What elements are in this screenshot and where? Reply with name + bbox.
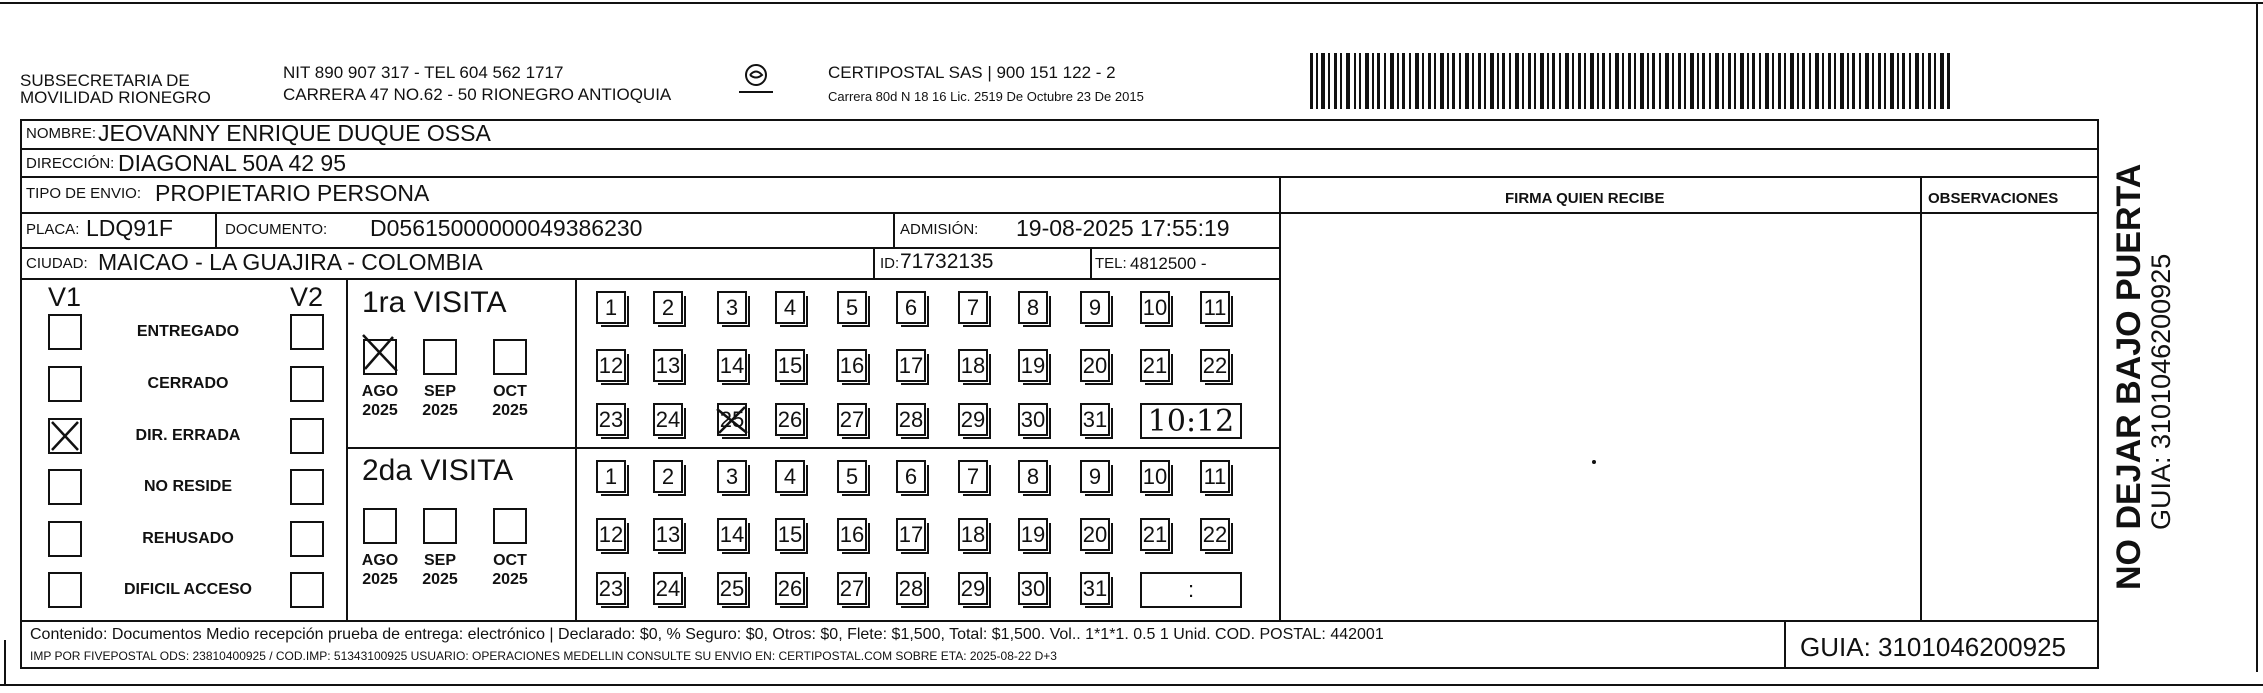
day-number: 19: [1020, 521, 1046, 547]
day-number: 8: [1026, 294, 1040, 320]
v1-checkbox[interactable]: [48, 572, 82, 608]
day-box[interactable]: [958, 349, 988, 382]
day-box[interactable]: [717, 403, 747, 436]
placa-label: PLACA:: [26, 221, 80, 238]
row-line: [20, 176, 2099, 178]
day-box[interactable]: [775, 460, 805, 493]
day-number: 31: [1082, 406, 1108, 432]
day-box[interactable]: [896, 291, 926, 324]
address-line: CARRERA 47 NO.62 - 50 RIONEGRO ANTIOQUIA: [283, 85, 672, 104]
day-box[interactable]: [717, 518, 747, 551]
documento-label: DOCUMENTO:: [225, 221, 328, 238]
day-box[interactable]: [1018, 572, 1048, 605]
guia-box-text: GUIA: 3101046200925: [1800, 632, 2066, 662]
day-number: 7: [966, 294, 980, 320]
year-label: 2025: [362, 402, 398, 419]
day-box[interactable]: [596, 291, 626, 324]
day-box[interactable]: [596, 518, 626, 551]
placa-value: LDQ91F: [86, 215, 173, 241]
day-box[interactable]: [1080, 349, 1110, 382]
v1-checkbox[interactable]: [48, 418, 82, 454]
day-box[interactable]: [1200, 291, 1230, 324]
day-box[interactable]: [837, 518, 867, 551]
col-line: [893, 212, 895, 248]
day-box[interactable]: [653, 518, 683, 551]
col-line: [215, 212, 217, 248]
month-checkbox[interactable]: [423, 339, 457, 375]
col-line: [346, 278, 348, 621]
org-line-1: SUBSECRETARIA DE: [20, 71, 190, 90]
day-number: 30: [1020, 406, 1046, 432]
day-box[interactable]: [958, 291, 988, 324]
row-line: [20, 212, 1281, 214]
day-number: 5: [845, 294, 859, 320]
day-number: 6: [904, 294, 918, 320]
day-box[interactable]: [775, 291, 805, 324]
day-number: 1: [604, 294, 618, 320]
day-box[interactable]: [837, 291, 867, 324]
observaciones-label: OBSERVACIONES: [1928, 190, 2059, 207]
year-label: 2025: [492, 402, 528, 419]
row-line: [20, 620, 2099, 622]
day-number: 10: [1142, 294, 1168, 320]
month-label: OCT: [493, 383, 527, 400]
imp-line: IMP POR FIVEPOSTAL ODS: 23810400925 / COD.IMP: 51343100925 USUARIO: OPERACIONES MEDELLIN CONSULTE SU ENVIO EN: CERTIPOSTAL.COM SOBRE ETA: 2025-08-22 D+3: [30, 649, 1057, 663]
day-number: 15: [777, 352, 803, 378]
day-box[interactable]: [1200, 349, 1230, 382]
day-number: 31: [1082, 575, 1108, 601]
day-box[interactable]: [1018, 518, 1048, 551]
day-number: 17: [898, 352, 924, 378]
day-box[interactable]: [1200, 460, 1230, 493]
nombre-value: JEOVANNY ENRIQUE DUQUE OSSA: [98, 120, 491, 146]
day-box[interactable]: [653, 403, 683, 436]
content-line: Contenido: Documentos Medio recepción prueba de entrega: electrónico | Declarado: $0, % Seguro: $0, Otros: $0, Flete: $1,500, Total: $1,500. Vol.. 1*1*1. 0.5 1 Unid. COD. POSTAL: 442001: [30, 626, 1384, 643]
v2-checkbox[interactable]: [290, 572, 324, 608]
day-number: 24: [655, 406, 681, 432]
day-box[interactable]: [958, 460, 988, 493]
col-line: [1784, 620, 1786, 669]
col-line: [2097, 148, 2099, 622]
day-number: 10: [1142, 463, 1168, 489]
day-number: 4: [783, 463, 797, 489]
year-label: 2025: [492, 571, 528, 588]
day-number: 14: [719, 352, 745, 378]
day-number: 18: [960, 521, 986, 547]
day-box[interactable]: [1140, 291, 1170, 324]
day-number: 23: [598, 575, 624, 601]
v2-checkbox[interactable]: [290, 366, 324, 402]
day-box[interactable]: [653, 291, 683, 324]
day-box[interactable]: [896, 349, 926, 382]
tel-value: 4812500 -: [1130, 254, 1207, 273]
page-top-edge: [0, 2, 2263, 4]
day-number: 2: [661, 294, 675, 320]
day-number: 27: [839, 406, 865, 432]
day-box[interactable]: [958, 518, 988, 551]
day-box[interactable]: [1140, 518, 1170, 551]
first-visit-title: 1ra VISITA: [362, 286, 507, 319]
direccion-label: DIRECCIÓN:: [26, 155, 115, 172]
day-number: 22: [1202, 521, 1228, 547]
day-box[interactable]: [896, 572, 926, 605]
month-label: OCT: [493, 552, 527, 569]
status-label: NO RESIDE: [143, 478, 233, 495]
day-number: 7: [966, 463, 980, 489]
day-box[interactable]: [896, 518, 926, 551]
day-box[interactable]: [596, 460, 626, 493]
month-checkbox[interactable]: [493, 508, 527, 544]
day-box[interactable]: [896, 460, 926, 493]
no-dejar-warning: NO DEJAR BAJO PUERTA: [2110, 163, 2148, 590]
month-label: SEP: [423, 383, 456, 400]
col-line: [1279, 176, 1281, 622]
day-number: 28: [898, 575, 924, 601]
day-number: 11: [1203, 294, 1227, 320]
day-box[interactable]: [1080, 460, 1110, 493]
page-left-edge: [4, 640, 6, 686]
day-number: 21: [1142, 521, 1168, 547]
day-number: 17: [898, 521, 924, 547]
day-number: 29: [960, 406, 986, 432]
day-box[interactable]: [775, 518, 805, 551]
day-number: 26: [777, 575, 803, 601]
day-number: 8: [1026, 463, 1040, 489]
day-box[interactable]: [775, 349, 805, 382]
day-box[interactable]: [896, 403, 926, 436]
ciudad-label: CIUDAD:: [26, 255, 88, 272]
status-label: CERRADO: [147, 375, 229, 392]
v1-checkbox[interactable]: [48, 366, 82, 402]
id-label: ID:: [880, 255, 900, 272]
page-bottom-edge: [0, 684, 2263, 686]
day-box[interactable]: [1080, 572, 1110, 605]
page-right-edge: [2256, 2, 2258, 672]
day-box[interactable]: [1018, 403, 1048, 436]
day-number: 25: [719, 575, 745, 601]
nombre-label: NOMBRE:: [26, 125, 97, 142]
day-box[interactable]: [1140, 349, 1170, 382]
v1-checkbox[interactable]: [48, 469, 82, 505]
day-box[interactable]: [837, 403, 867, 436]
status-label: REHUSADO: [142, 530, 234, 547]
col-line: [1920, 176, 1922, 622]
v1-checkbox[interactable]: [48, 521, 82, 557]
second-visit-title: 2da VISITA: [362, 454, 514, 487]
nit-line: NIT 890 907 317 - TEL 604 562 1717: [283, 63, 564, 82]
day-box[interactable]: [1080, 518, 1110, 551]
day-box[interactable]: [837, 349, 867, 382]
v2-checkbox[interactable]: [290, 521, 324, 557]
v2-checkbox[interactable]: [290, 314, 324, 350]
day-number: 3: [725, 463, 739, 489]
day-box[interactable]: [717, 460, 747, 493]
signature-mark: [1592, 460, 1596, 464]
month-checkbox[interactable]: [423, 508, 457, 544]
month-label: AGO: [361, 552, 399, 569]
col-line: [575, 278, 577, 621]
day-number: 9: [1088, 463, 1102, 489]
month-label: AGO: [361, 383, 399, 400]
year-label: 2025: [422, 402, 458, 419]
license-line: Carrera 80d N 18 16 Lic. 2519 De Octubre 23 De 2015: [828, 89, 1144, 104]
tipo-envio-value: PROPIETARIO PERSONA: [155, 180, 430, 206]
day-number: 13: [655, 352, 681, 378]
day-box[interactable]: [775, 572, 805, 605]
v1-label: V1: [48, 282, 82, 312]
row-line: [346, 447, 1281, 449]
day-box[interactable]: [958, 403, 988, 436]
day-box[interactable]: [837, 572, 867, 605]
v2-checkbox[interactable]: [290, 418, 324, 454]
admision-label: ADMISIÓN:: [900, 221, 979, 238]
status-label: DIR. ERRADA: [135, 427, 241, 444]
day-number: 6: [904, 463, 918, 489]
day-number: 23: [598, 406, 624, 432]
day-box[interactable]: [1200, 518, 1230, 551]
day-number: 20: [1082, 352, 1108, 378]
year-label: 2025: [362, 571, 398, 588]
documento-value: D05615000000049386230: [370, 215, 643, 241]
day-number: 24: [655, 575, 681, 601]
first-visit-time[interactable]: 10:12: [1140, 403, 1242, 439]
status-label: DIFICIL ACCESO: [123, 581, 253, 598]
day-box[interactable]: [717, 572, 747, 605]
day-number: 21: [1142, 352, 1168, 378]
day-box[interactable]: [958, 572, 988, 605]
barcode: [1310, 53, 1950, 109]
month-label: SEP: [423, 552, 456, 569]
day-box[interactable]: [596, 572, 626, 605]
day-number: 16: [839, 352, 865, 378]
day-number: 15: [777, 521, 803, 547]
v2-checkbox[interactable]: [290, 469, 324, 505]
day-number: 25: [719, 406, 745, 432]
day-number: 12: [598, 521, 624, 547]
day-box[interactable]: [653, 572, 683, 605]
day-box[interactable]: [653, 349, 683, 382]
month-checkbox[interactable]: [493, 339, 527, 375]
day-number: 22: [1202, 352, 1228, 378]
id-value: 71732135: [900, 250, 994, 273]
col-line: [873, 247, 875, 279]
org-line-2: MOVILIDAD RIONEGRO: [20, 88, 211, 107]
day-box[interactable]: [653, 460, 683, 493]
day-number: 19: [1020, 352, 1046, 378]
firma-label: FIRMA QUIEN RECIBE: [1505, 190, 1665, 207]
day-number: 13: [655, 521, 681, 547]
day-box[interactable]: [1018, 349, 1048, 382]
year-label: 2025: [422, 571, 458, 588]
day-box[interactable]: [596, 349, 626, 382]
ciudad-value: MAICAO - LA GUAJIRA - COLOMBIA: [98, 249, 483, 275]
col-line: [1090, 247, 1092, 279]
day-box[interactable]: [1018, 291, 1048, 324]
day-number: 16: [839, 521, 865, 547]
day-number: 29: [960, 575, 986, 601]
v1-checkbox[interactable]: [48, 314, 82, 350]
side-guia: GUIA: 3101046200925: [2146, 253, 2176, 530]
day-box[interactable]: [775, 403, 805, 436]
day-box[interactable]: [837, 460, 867, 493]
day-box[interactable]: [1018, 460, 1048, 493]
status-label: ENTREGADO: [136, 323, 240, 340]
day-box[interactable]: [1140, 460, 1170, 493]
company-line: CERTIPOSTAL SAS | 900 151 122 - 2: [828, 63, 1116, 82]
day-box[interactable]: [596, 403, 626, 436]
day-number: 27: [839, 575, 865, 601]
row-line: [1280, 212, 2099, 214]
day-box[interactable]: [1080, 291, 1110, 324]
v2-label: V2: [290, 282, 324, 312]
day-box[interactable]: [717, 349, 747, 382]
tel-label: TEL:: [1095, 255, 1127, 272]
day-number: 12: [598, 352, 624, 378]
tipo-envio-label: TIPO DE ENVIO:: [26, 185, 142, 202]
second-visit-time[interactable]: :: [1140, 572, 1242, 608]
day-number: 18: [960, 352, 986, 378]
day-number: 2: [661, 463, 675, 489]
day-number: 4: [783, 294, 797, 320]
admision-value: 19-08-2025 17:55:19: [1016, 215, 1230, 241]
direccion-value: DIAGONAL 50A 42 95: [118, 150, 347, 176]
day-number: 5: [845, 463, 859, 489]
day-number: 30: [1020, 575, 1046, 601]
day-box[interactable]: [1080, 403, 1110, 436]
month-checkbox[interactable]: [363, 508, 397, 544]
day-number: 14: [719, 521, 745, 547]
day-number: 28: [898, 406, 924, 432]
day-number: 26: [777, 406, 803, 432]
day-number: 3: [725, 294, 739, 320]
day-number: 20: [1082, 521, 1108, 547]
day-number: 9: [1088, 294, 1102, 320]
day-box[interactable]: [717, 291, 747, 324]
day-number: 11: [1203, 463, 1227, 489]
month-checkbox[interactable]: [363, 339, 397, 375]
postal-logo-icon: [735, 62, 777, 98]
day-number: 1: [604, 463, 618, 489]
